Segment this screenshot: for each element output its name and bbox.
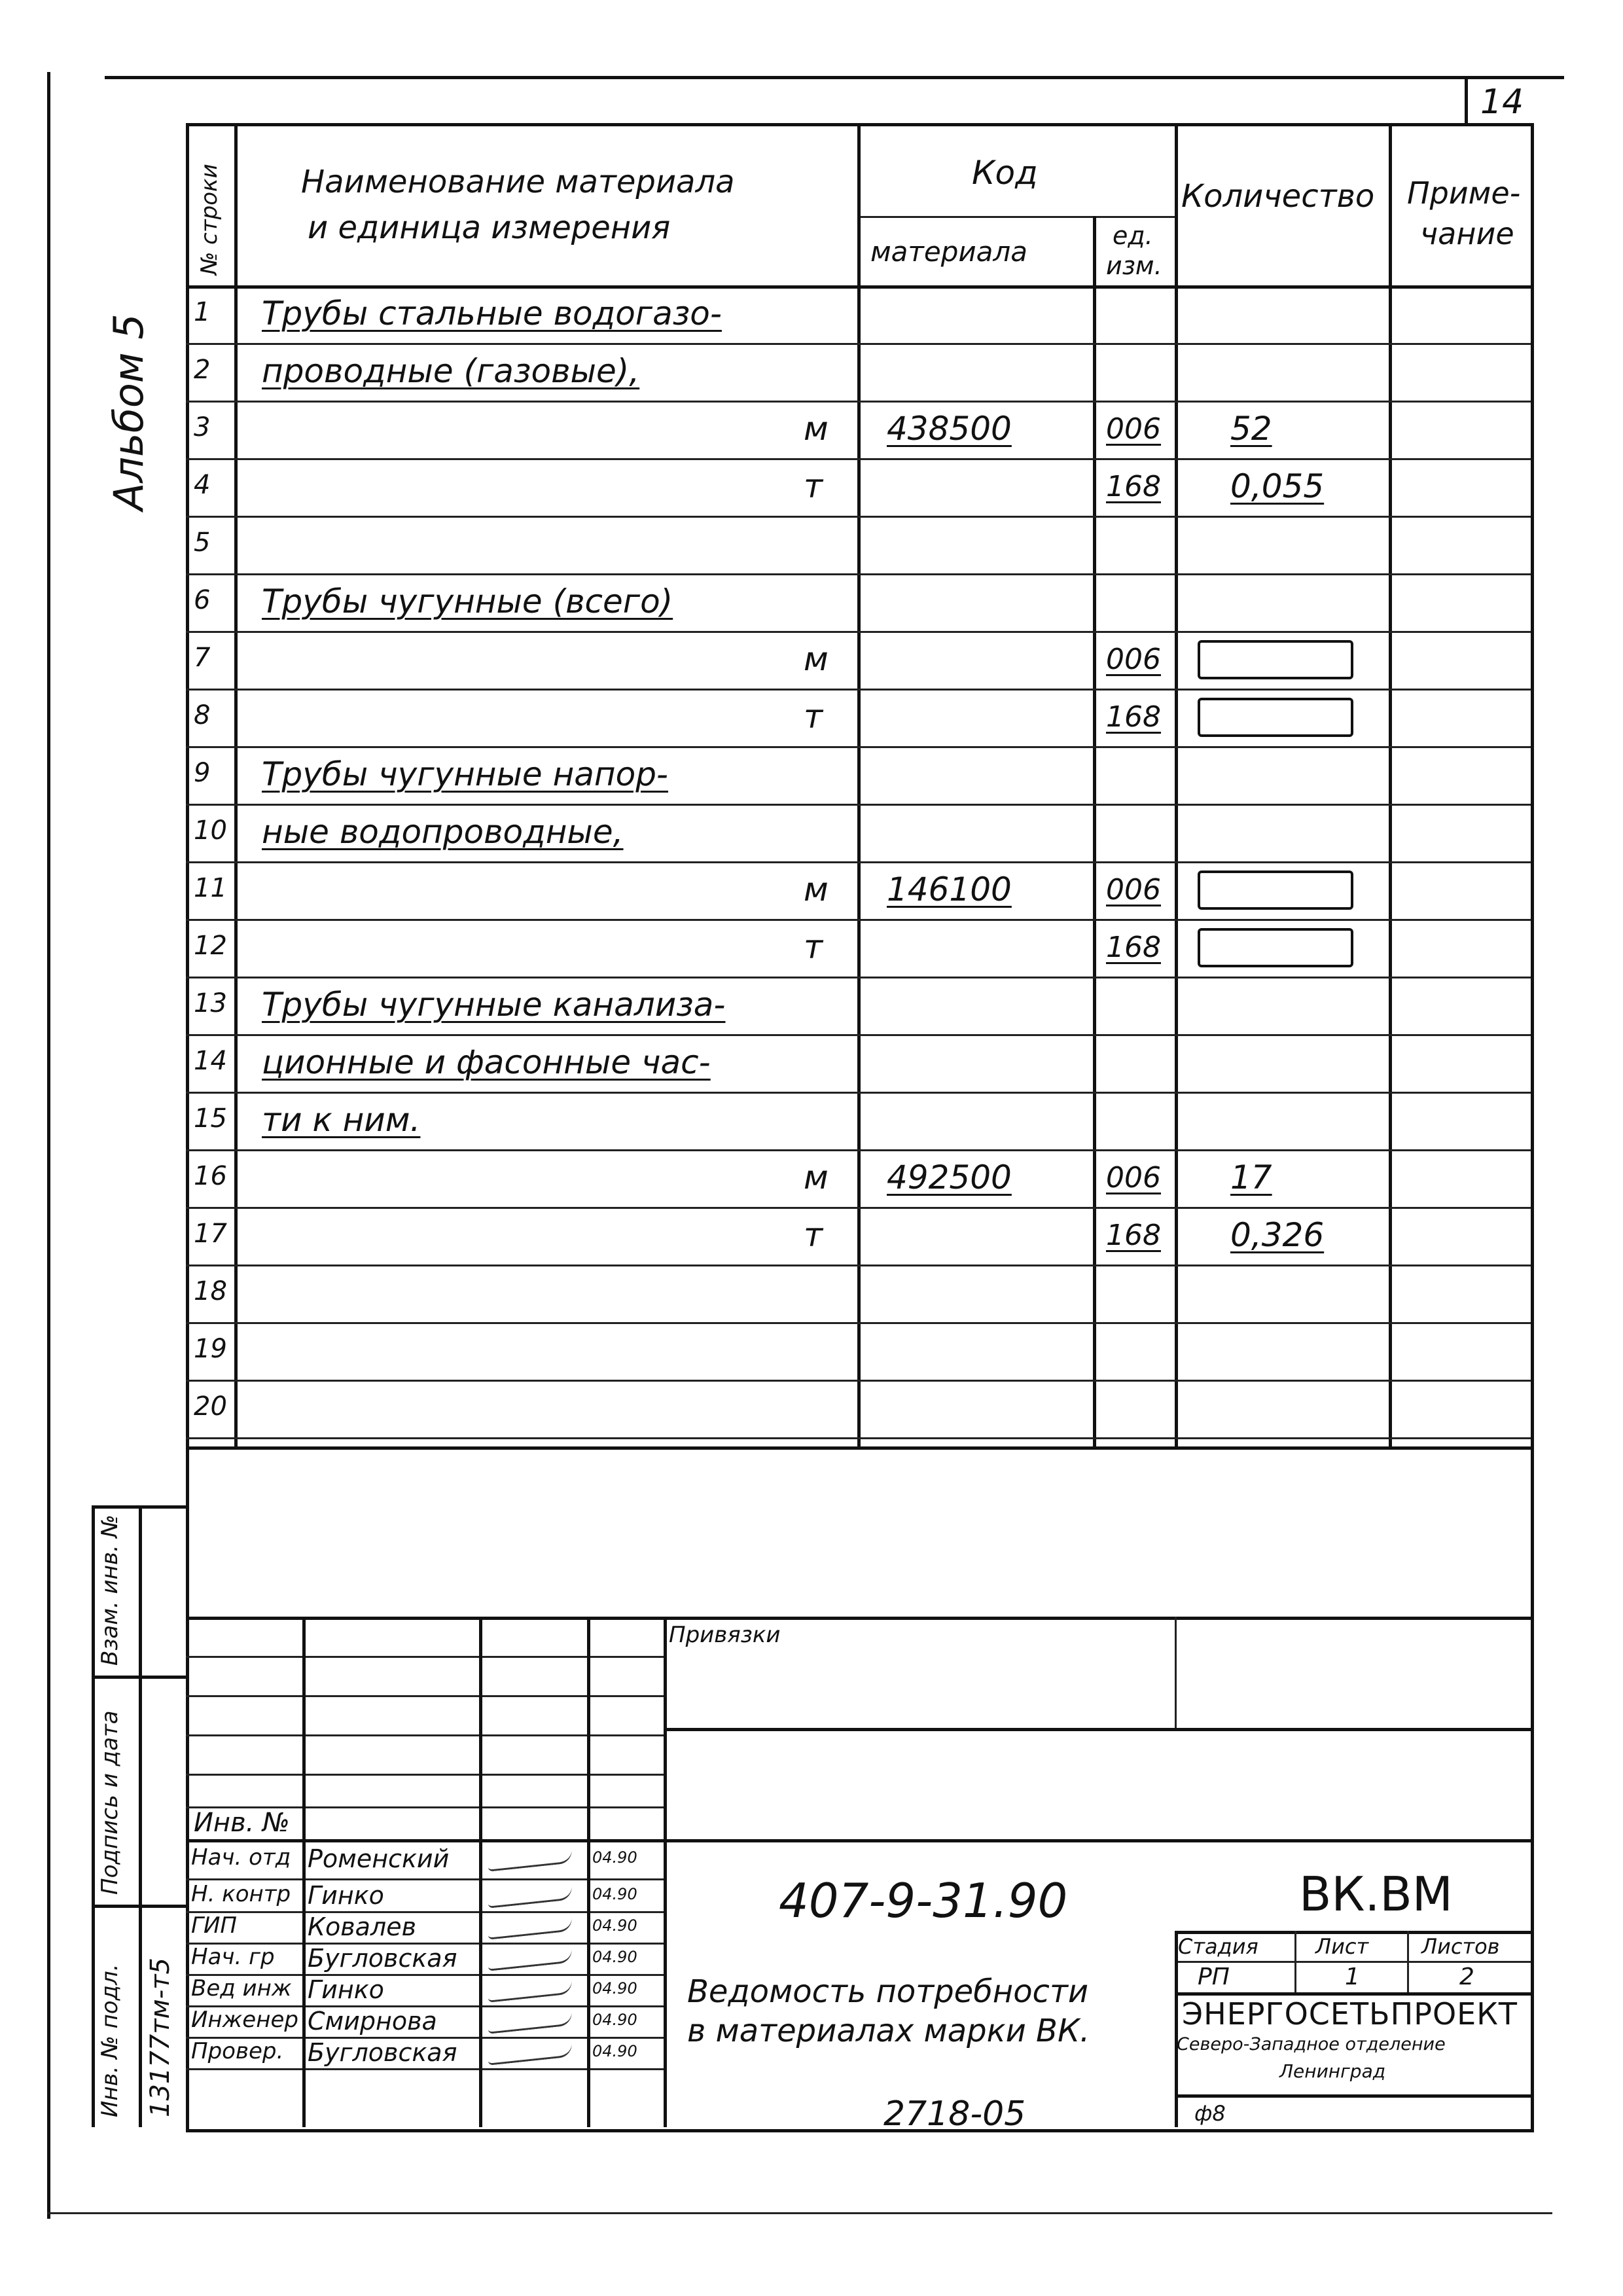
stamp-col-line-a xyxy=(92,1505,95,2127)
row-quantity: 17 xyxy=(1230,1158,1272,1196)
tb-line-mid xyxy=(664,1728,1531,1731)
tb-org-name: ЭНЕРГОСЕТЬПРОЕКТ xyxy=(1182,1996,1518,2032)
row-unit-code: 006 xyxy=(1106,1161,1161,1194)
stamp-line-2 xyxy=(92,1905,187,1908)
row-name: Трубы стальные водогазо- xyxy=(262,295,722,332)
row-unit: т xyxy=(804,467,823,505)
row-number: 10 xyxy=(194,816,227,846)
row-line xyxy=(186,861,1531,863)
signatory-name: Смирнова xyxy=(308,2007,437,2036)
col-line-rowno xyxy=(234,124,238,1446)
tb-line-privyazki-top xyxy=(186,1617,1531,1620)
signatory-date: 04.90 xyxy=(592,1916,637,1935)
row-line xyxy=(186,1265,1531,1266)
tb-col-stage-sheet xyxy=(1294,1931,1296,1992)
signatory-date: 04.90 xyxy=(592,2042,637,2060)
row-line xyxy=(186,804,1531,806)
row-quantity: 52 xyxy=(1230,410,1272,448)
tb-privyazki: Привязки xyxy=(669,1622,781,1648)
row-line xyxy=(186,573,1531,575)
row-line xyxy=(186,977,1531,978)
signatory-date: 04.90 xyxy=(592,1885,637,1903)
tb-line-title-top xyxy=(186,1839,1531,1842)
signatory-name: Роменский xyxy=(308,1844,450,1873)
signatory-name: Ковалев xyxy=(308,1912,416,1941)
signatory-date: 04.90 xyxy=(592,2011,637,2029)
tb-sig-line-7 xyxy=(186,2068,664,2070)
row-name: ные водопроводные, xyxy=(262,813,624,851)
col-line-qty xyxy=(1389,124,1392,1446)
tb-sheets-value: 2 xyxy=(1459,1964,1474,1990)
row-line xyxy=(186,343,1531,345)
stamp-line-1 xyxy=(92,1676,187,1679)
row-number: 15 xyxy=(194,1103,227,1134)
tb-sig-line-2 xyxy=(186,1911,664,1913)
tb-col-name xyxy=(479,1617,482,2127)
row-material-code: 438500 xyxy=(887,410,1012,448)
row-line xyxy=(186,631,1531,633)
row-name: Трубы чугунные напор- xyxy=(262,755,668,793)
tb-org-division: Северо-Западное отделение xyxy=(1177,2034,1446,2054)
row-material-code: 146100 xyxy=(887,870,1012,908)
tb-mark: ВК.ВМ xyxy=(1299,1867,1453,1922)
row-number: 5 xyxy=(194,528,211,558)
row-unit: м xyxy=(804,410,829,448)
row-number: 2 xyxy=(194,355,211,385)
row-name: ционные и фасонные час- xyxy=(262,1043,711,1081)
top-frame-line xyxy=(105,76,1564,79)
signatory-name: Гинко xyxy=(308,1975,384,2004)
signatory-date: 04.90 xyxy=(592,1848,637,1867)
signatory-role: Провер. xyxy=(191,2038,284,2064)
tb-description-2: в материалах марки ВК. xyxy=(687,2013,1090,2049)
row-number: 17 xyxy=(194,1219,227,1249)
signatory-name: Бугловская xyxy=(308,1944,457,1973)
col-line-unit xyxy=(1175,124,1178,1446)
row-unit: м xyxy=(804,640,829,678)
row-number: 6 xyxy=(194,585,211,615)
row-line xyxy=(186,458,1531,460)
signatory-date: 04.90 xyxy=(592,1979,637,1998)
row-number: 20 xyxy=(194,1391,227,1422)
tb-col-date xyxy=(664,1617,667,2127)
quantity-empty-box xyxy=(1198,640,1353,679)
tb-sheet-value: 1 xyxy=(1345,1964,1360,1990)
left-binding-line xyxy=(47,72,50,2219)
signatory-role: Нач. гр xyxy=(191,1944,275,1970)
row-number: 3 xyxy=(194,412,211,442)
row-line xyxy=(186,1092,1531,1094)
row-number: 8 xyxy=(194,700,211,730)
signatory-role: Нач. отд xyxy=(191,1844,291,1871)
tb-inv-no-label: Инв. № xyxy=(194,1808,290,1838)
row-line xyxy=(186,746,1531,748)
row-unit: м xyxy=(804,870,829,908)
tb-stage-value: РП xyxy=(1198,1964,1230,1990)
header-code-unit-1: ед. xyxy=(1113,221,1153,250)
row-unit: т xyxy=(804,1216,823,1254)
tb-line-stage-mid xyxy=(1175,1961,1531,1963)
row-number: 18 xyxy=(194,1276,227,1306)
row-line xyxy=(186,1207,1531,1209)
row-unit-code: 006 xyxy=(1106,643,1161,676)
quantity-empty-box xyxy=(1198,928,1353,967)
tb-org-city: Ленинград xyxy=(1279,2060,1386,2082)
header-row-no: № строки xyxy=(196,164,223,275)
row-material-code: 492500 xyxy=(887,1158,1012,1196)
row-name: Трубы чугунные канализа- xyxy=(262,986,726,1024)
row-number: 4 xyxy=(194,470,211,500)
stamp-inv-number: 13177тм-т5 xyxy=(145,1958,175,2117)
col-line-name xyxy=(857,124,861,1446)
header-name-line2: и единица измерения xyxy=(308,209,671,246)
stamp-vzam-inv: Взам. инв. № xyxy=(97,1515,123,1666)
row-unit-code: 006 xyxy=(1106,873,1161,906)
tb-line-org-top xyxy=(1175,1992,1531,1996)
row-unit: т xyxy=(804,698,823,736)
tb-line-org-bottom xyxy=(1175,2094,1531,2098)
signatory-role: Вед инж xyxy=(191,1975,292,2001)
signatory-role: Инженер xyxy=(191,2007,298,2033)
header-quantity: Количество xyxy=(1181,178,1375,215)
row-number: 11 xyxy=(194,873,227,903)
quantity-empty-box xyxy=(1198,870,1353,910)
row-unit-code: 168 xyxy=(1106,931,1161,964)
row-unit-code: 168 xyxy=(1106,1219,1161,1252)
stamp-inv-podl: Инв. № подл. xyxy=(97,1964,123,2117)
table-bottom-line xyxy=(186,1446,1531,1450)
tb-doc-code: 407-9-31.90 xyxy=(779,1873,1068,1928)
row-name: проводные (газовые), xyxy=(262,352,640,390)
row-unit-code: 168 xyxy=(1106,700,1161,734)
tb-line-p2 xyxy=(186,1695,664,1697)
stamp-podpis-data: Подпись и дата xyxy=(97,1710,123,1895)
signatory-name: Гинко xyxy=(308,1881,384,1910)
tb-col-privyazki-right xyxy=(1175,1617,1177,1728)
code-sub-line xyxy=(857,216,1175,218)
row-line xyxy=(186,1322,1531,1324)
signatory-role: ГИП xyxy=(191,1912,237,1939)
row-line xyxy=(186,1437,1531,1439)
header-code-unit-2: изм. xyxy=(1106,251,1162,280)
row-unit-code: 006 xyxy=(1106,412,1161,446)
tb-line-p4 xyxy=(186,1774,664,1776)
tb-line-p3 xyxy=(186,1734,664,1736)
signatory-name: Бугловская xyxy=(308,2038,457,2067)
tb-col-stage: Стадия xyxy=(1178,1934,1258,1959)
header-note-1: Приме- xyxy=(1407,175,1521,211)
header-note-2: чание xyxy=(1420,216,1514,251)
row-number: 14 xyxy=(194,1046,227,1076)
row-number: 7 xyxy=(194,643,211,673)
header-code: Код xyxy=(972,154,1038,192)
row-line xyxy=(186,1380,1531,1382)
tb-bottom-mark: ф8 xyxy=(1194,2101,1226,2126)
row-name: ти к ним. xyxy=(262,1101,421,1139)
row-number: 13 xyxy=(194,988,227,1018)
row-number: 9 xyxy=(194,758,211,788)
row-number: 19 xyxy=(194,1334,227,1364)
album-label: Альбом 5 xyxy=(105,314,152,511)
row-number: 1 xyxy=(194,297,211,327)
row-name: Трубы чугунные (всего) xyxy=(262,583,673,620)
row-line xyxy=(186,919,1531,921)
row-quantity: 0,055 xyxy=(1230,467,1325,505)
row-unit-code: 168 xyxy=(1106,470,1161,503)
tb-line-p1 xyxy=(186,1656,664,1658)
row-number: 12 xyxy=(194,931,227,961)
row-unit: м xyxy=(804,1158,829,1196)
tb-col-stage-left xyxy=(1175,1931,1178,2127)
header-name-line1: Наименование материала xyxy=(301,164,735,200)
quantity-empty-box xyxy=(1198,698,1353,737)
row-line xyxy=(186,1149,1531,1151)
tb-col-sheet-sheets xyxy=(1407,1931,1409,1992)
stamp-col-line-b xyxy=(139,1505,142,2127)
tb-description-1: Ведомость потребности xyxy=(687,1973,1089,2010)
row-number: 16 xyxy=(194,1161,227,1191)
row-quantity: 0,326 xyxy=(1230,1216,1325,1254)
header-code-material: материала xyxy=(870,236,1028,268)
sheet-corner-number: 14 xyxy=(1480,82,1524,122)
tb-bottom-number: 2718-05 xyxy=(883,2094,1026,2134)
row-line xyxy=(186,516,1531,518)
signatory-role: Н. контр xyxy=(191,1881,291,1907)
stamp-line-top xyxy=(92,1505,187,1509)
row-unit: т xyxy=(804,928,823,966)
bottom-edge-line xyxy=(47,2212,1552,2214)
row-line xyxy=(186,401,1531,403)
row-line xyxy=(186,1034,1531,1036)
tb-sig-line-1 xyxy=(186,1878,664,1880)
tb-col-role xyxy=(302,1617,306,2127)
signatory-date: 04.90 xyxy=(592,1948,637,1966)
tb-col-sheet: Лист xyxy=(1315,1934,1369,1959)
row-line xyxy=(186,689,1531,691)
tb-col-sheets: Листов xyxy=(1421,1934,1500,1959)
tb-col-sign xyxy=(587,1617,590,2127)
